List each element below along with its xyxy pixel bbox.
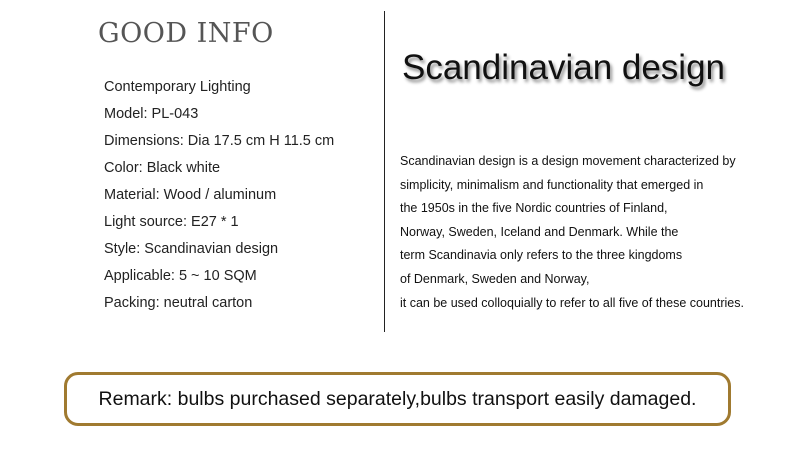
description-line: the 1950s in the five Nordic countries of Finland, (400, 201, 668, 216)
remark-box (64, 372, 731, 426)
design-title: Scandinavian design (402, 48, 726, 87)
description-line: term Scandinavia only refers to the three kingdoms (400, 248, 683, 263)
design-description (400, 150, 744, 315)
spec-item: Dimensions: Dia 17.5 cm H 11.5 cm (104, 133, 335, 149)
spec-item: Color: Black white (104, 160, 221, 176)
spec-item: Packing: neutral carton (104, 295, 253, 311)
remark-text: Remark: bulbs purchased separately,bulbs transport easily damaged. (98, 387, 697, 410)
spec-list (104, 74, 334, 317)
spec-item: Style: Scandinavian design (104, 241, 279, 257)
spec-item: Contemporary Lighting (104, 79, 251, 95)
spec-item: Light source: E27 * 1 (104, 214, 239, 230)
good-info-heading: GOOD INFO (98, 18, 274, 49)
spec-item: Model: PL-043 (104, 106, 199, 122)
description-line: of Denmark, Sweden and Norway, (400, 271, 590, 286)
spec-item: Applicable: 5 ~ 10 SQM (104, 268, 257, 284)
vertical-divider (384, 11, 385, 332)
description-line: Scandinavian design is a design movement characterized by (400, 154, 736, 168)
description-line: simplicity, minimalism and functionality that emerged in (400, 177, 704, 192)
description-line: it can be used colloquially to refer to all five of these countries. (400, 295, 744, 310)
description-line: Norway, Sweden, Iceland and Denmark. While the (400, 224, 679, 239)
spec-item: Material: Wood / aluminum (104, 187, 277, 203)
